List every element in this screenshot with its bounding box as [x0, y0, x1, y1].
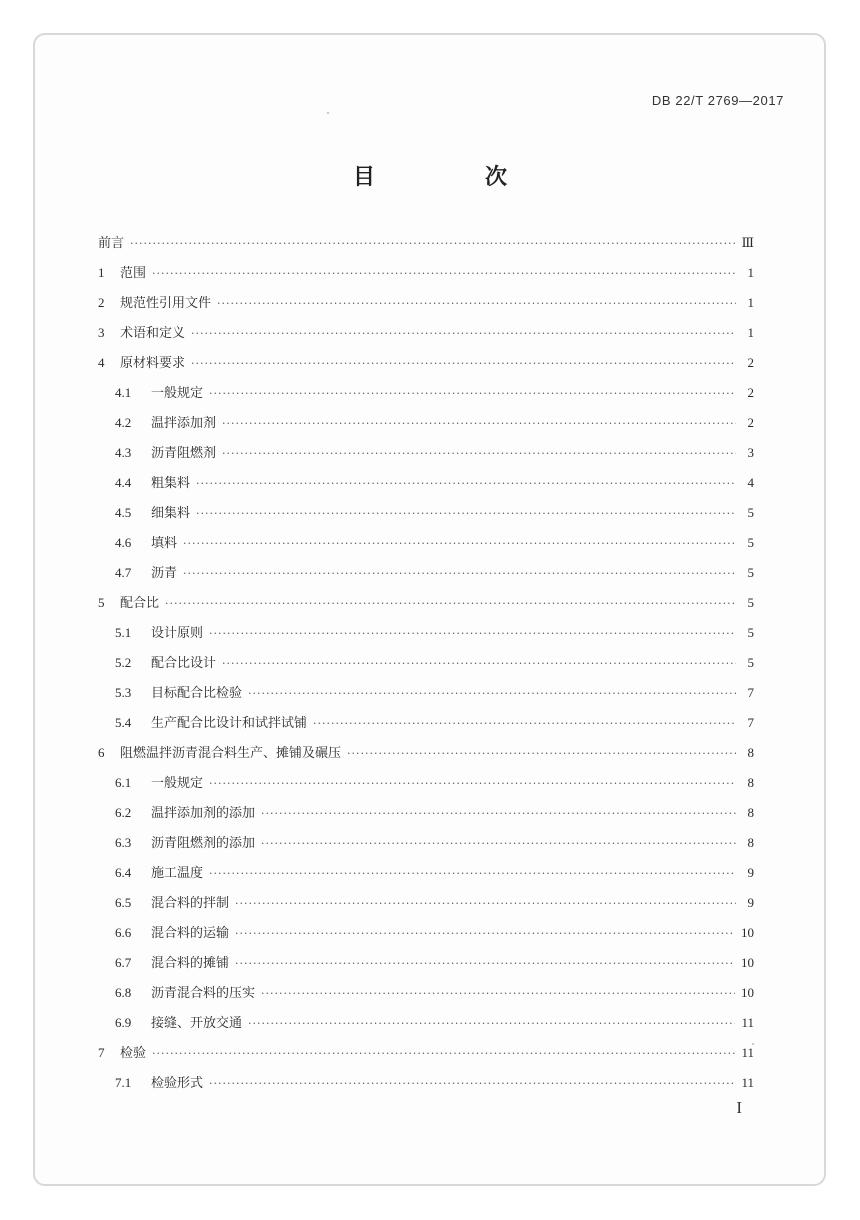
- toc-entry-page: 5: [747, 565, 754, 580]
- toc-entry-label: 沥青阻燃剂的添加: [151, 836, 256, 851]
- dot-leader: [152, 259, 736, 289]
- toc-entry-number: 5: [98, 595, 105, 610]
- toc-entry[interactable]: [98, 978, 754, 1008]
- toc-entry-number: 1: [98, 265, 105, 280]
- dot-leader: [191, 349, 736, 379]
- toc-entry-page: 2: [747, 385, 754, 400]
- toc-entry[interactable]: [98, 438, 754, 468]
- toc-entry-number: 6.7: [115, 955, 132, 970]
- toc-entry-number: 4.7: [115, 565, 132, 580]
- toc-entry-label: 混合料的拌制: [151, 896, 230, 911]
- toc-entry[interactable]: [98, 588, 754, 618]
- dot-leader: [191, 319, 736, 349]
- toc-entry-number: 6.5: [115, 895, 132, 910]
- toc-entry-label: 沥青混合料的压实: [151, 986, 256, 1001]
- toc-entry-page: 9: [747, 865, 754, 880]
- toc-entry-number: 4.6: [115, 535, 132, 550]
- toc-entry[interactable]: [98, 408, 754, 438]
- toc-entry-number: 4: [98, 355, 105, 370]
- toc-entry-page: 5: [747, 505, 754, 520]
- standard-code: DB 22/T 2769—2017: [651, 93, 784, 108]
- dot-leader: [235, 889, 736, 919]
- toc-entry-label: 检验: [120, 1046, 147, 1061]
- toc-entry[interactable]: [98, 618, 754, 648]
- toc-entry-number: 6.9: [115, 1015, 132, 1030]
- toc-entry-label: 填料: [151, 536, 178, 551]
- toc-entry-page: 11: [741, 1075, 754, 1090]
- toc-entry-number: 6.2: [115, 805, 132, 820]
- toc-entry[interactable]: [98, 828, 754, 858]
- dot-leader: [248, 679, 736, 709]
- toc-entry-page: Ⅲ: [741, 235, 754, 250]
- toc-entry-number: 7.1: [115, 1075, 132, 1090]
- scan-speck: [327, 112, 329, 114]
- toc-entry-label: 一般规定: [151, 776, 204, 791]
- dot-leader: [235, 919, 735, 949]
- toc-entry[interactable]: [98, 738, 754, 768]
- toc-entry-page: 8: [747, 745, 754, 760]
- toc-entry-label: 温拌添加剂的添加: [151, 806, 256, 821]
- dot-leader: [209, 379, 736, 409]
- dot-leader: [261, 979, 735, 1009]
- toc-entry-label: 配合比: [120, 596, 160, 611]
- toc-entry-page: 5: [747, 625, 754, 640]
- toc-entry-label: 阻燃温拌沥青混合料生产、摊铺及碾压: [120, 746, 342, 761]
- toc-entry[interactable]: [98, 288, 754, 318]
- toc-entry-label: 规范性引用文件: [120, 296, 212, 311]
- toc-entry-label: 目标配合比检验: [151, 686, 243, 701]
- dot-leader: [209, 859, 736, 889]
- toc-entry-page: 8: [747, 835, 754, 850]
- dot-leader: [217, 289, 736, 319]
- dot-leader: [248, 1009, 735, 1039]
- toc-entry-number: 6.3: [115, 835, 132, 850]
- toc-entry-number: 4.3: [115, 445, 132, 460]
- toc-entry-number: 6.8: [115, 985, 132, 1000]
- toc-entry[interactable]: [98, 1068, 754, 1098]
- toc-entry-number: 5.2: [115, 655, 132, 670]
- toc-entry-number: 3: [98, 325, 105, 340]
- toc-entry-number: 7: [98, 1045, 105, 1060]
- dot-leader: [130, 229, 735, 259]
- dot-leader: [222, 649, 736, 679]
- toc-entry-label: 配合比设计: [151, 656, 217, 671]
- toc-entry-page: 5: [747, 535, 754, 550]
- toc-entry[interactable]: [98, 888, 754, 918]
- dot-leader: [235, 949, 735, 979]
- toc-entry-label: 设计原则: [151, 626, 204, 641]
- toc-entry[interactable]: [98, 768, 754, 798]
- dot-leader: [209, 619, 736, 649]
- toc-entry-page: 7: [747, 685, 754, 700]
- toc-entry-number: 5.4: [115, 715, 132, 730]
- toc-entry[interactable]: [98, 378, 754, 408]
- toc-entry-label: 前言: [98, 236, 125, 251]
- toc-entry-label: 细集料: [151, 506, 191, 521]
- toc-entry-number: 2: [98, 295, 105, 310]
- toc-entry-label: 沥青: [151, 566, 178, 581]
- toc-entry[interactable]: [98, 858, 754, 888]
- toc-entry-label: 混合料的运输: [151, 926, 230, 941]
- page-number: I: [736, 1098, 742, 1117]
- toc-entry[interactable]: [98, 678, 754, 708]
- toc-entry[interactable]: [98, 228, 754, 258]
- toc-entry-page: 5: [747, 655, 754, 670]
- toc-entry-page: 7: [747, 715, 754, 730]
- toc-entry-page: 2: [747, 415, 754, 430]
- table-of-contents: [98, 228, 754, 1098]
- toc-entry[interactable]: [98, 1038, 754, 1068]
- toc-entry-number: 4.4: [115, 475, 132, 490]
- toc-entry[interactable]: [98, 258, 754, 288]
- dot-leader: [209, 769, 736, 799]
- toc-entry-page: 10: [741, 985, 754, 1000]
- dot-leader: [209, 1069, 735, 1099]
- dot-leader: [347, 739, 736, 769]
- scan-speck: [752, 1043, 754, 1045]
- toc-entry-page: 3: [747, 445, 754, 460]
- toc-entry-number: 5.1: [115, 625, 132, 640]
- toc-entry[interactable]: [98, 468, 754, 498]
- toc-entry-label: 原材料要求: [120, 356, 186, 371]
- toc-entry-page: 1: [747, 295, 754, 310]
- dot-leader: [183, 559, 736, 589]
- toc-entry-page: 9: [747, 895, 754, 910]
- toc-entry-label: 术语和定义: [120, 326, 186, 341]
- toc-entry-number: 5.3: [115, 685, 132, 700]
- toc-entry-label: 接缝、开放交通: [151, 1016, 243, 1031]
- page-title: 目 次: [352, 165, 551, 190]
- toc-entry-page: 10: [741, 955, 754, 970]
- toc-entry-label: 温拌添加剂: [151, 416, 217, 431]
- dot-leader: [165, 589, 736, 619]
- toc-entry[interactable]: [98, 708, 754, 738]
- dot-leader: [222, 439, 736, 469]
- toc-entry-label: 沥青阻燃剂: [151, 446, 217, 461]
- dot-leader: [196, 499, 736, 529]
- dot-leader: [261, 799, 736, 829]
- toc-entry-number: 6.6: [115, 925, 132, 940]
- dot-leader: [261, 829, 736, 859]
- toc-entry[interactable]: [98, 1008, 754, 1038]
- toc-entry[interactable]: [98, 648, 754, 678]
- toc-entry-page: 11: [741, 1045, 754, 1060]
- toc-entry-number: 6.1: [115, 775, 132, 790]
- toc-entry[interactable]: [98, 498, 754, 528]
- dot-leader: [313, 709, 736, 739]
- toc-entry-page: 11: [741, 1015, 754, 1030]
- toc-entry[interactable]: [98, 318, 754, 348]
- toc-entry-page: 10: [741, 925, 754, 940]
- toc-entry[interactable]: [98, 348, 754, 378]
- toc-entry[interactable]: [98, 558, 754, 588]
- toc-entry-page: 8: [747, 775, 754, 790]
- toc-entry-page: 1: [747, 265, 754, 280]
- toc-entry-label: 生产配合比设计和试拌试铺: [151, 716, 308, 731]
- toc-entry-page: 5: [747, 595, 754, 610]
- toc-entry-number: 6: [98, 745, 105, 760]
- dot-leader: [196, 469, 736, 499]
- toc-entry[interactable]: [98, 528, 754, 558]
- dot-leader: [183, 529, 736, 559]
- toc-entry-label: 一般规定: [151, 386, 204, 401]
- toc-entry-page: 1: [747, 325, 754, 340]
- toc-entry-label: 施工温度: [151, 866, 204, 881]
- toc-entry-label: 范围: [120, 266, 147, 281]
- toc-entry[interactable]: [98, 918, 754, 948]
- toc-entry-page: 4: [747, 475, 754, 490]
- toc-entry-number: 4.1: [115, 385, 132, 400]
- toc-entry-number: 4.5: [115, 505, 132, 520]
- dot-leader: [222, 409, 736, 439]
- toc-entry[interactable]: [98, 798, 754, 828]
- toc-entry-page: 2: [747, 355, 754, 370]
- toc-entry[interactable]: [98, 948, 754, 978]
- toc-entry-label: 粗集料: [151, 476, 191, 491]
- toc-entry-label: 检验形式: [151, 1076, 204, 1091]
- dot-leader: [152, 1039, 735, 1069]
- toc-entry-number: 4.2: [115, 415, 132, 430]
- toc-entry-label: 混合料的摊铺: [151, 956, 230, 971]
- toc-entry-number: 6.4: [115, 865, 132, 880]
- toc-entry-page: 8: [747, 805, 754, 820]
